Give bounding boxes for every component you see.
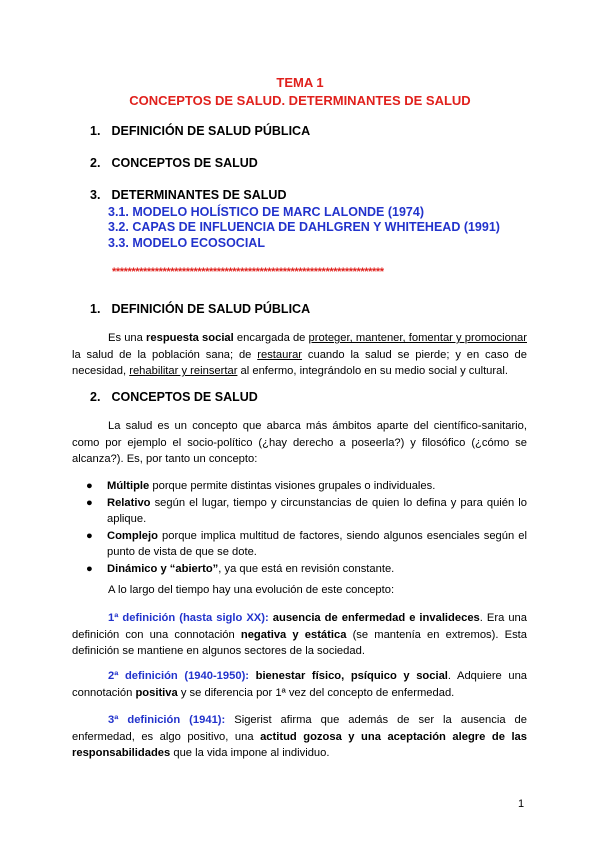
page-number: 1 [518, 798, 525, 810]
separator-stars: ********************************************************************** [112, 266, 384, 278]
section-title: DEFINICIÓN DE SALUD PÚBLICA [111, 302, 311, 316]
toc-item-label: DETERMINANTES DE SALUD [111, 188, 287, 202]
list-item: ● Múltiple porque permite distintas visiones grupales o individuales. [72, 478, 527, 495]
toc-item-1 [90, 124, 310, 138]
definition-3: 3ª definición (1941): Sigerist afirma que además de ser la ausencia de enfermedad, es algo positivo, una actitud gozosa y una aceptación alegre de las responsabilidades que la vida impone al individuo. [72, 714, 527, 759]
toc-item-number: 3. [90, 188, 101, 202]
toc-item-label: DEFINICIÓN DE SALUD PÚBLICA [111, 124, 311, 138]
section-title: CONCEPTOS DE SALUD [111, 390, 258, 404]
toc-item-3 [90, 188, 287, 202]
bullet-icon: ● [86, 529, 93, 542]
definition-1: 1ª definición (hasta siglo XX): ausencia de enfermedad e invalideces. Era una definición con una connotación negativa y estática (se mantenía en extremos). Esta definición se mantiene en algunos sectores de la sociedad. [72, 612, 527, 657]
section-2-intro: La salud es un concepto que abarca más ámbitos aparte del científico-sanitario, como por ejemplo el socio-político (¿hay derecho a poseerla?) y filosófico (¿cómo se alcanza?). Es, por tanto un concepto: [72, 420, 527, 465]
bullet-icon: ● [86, 496, 93, 509]
toc-subitem-3-1: 3.1. MODELO HOLÍSTICO DE MARC LALONDE (1974) [108, 205, 425, 219]
section-number: 2. [90, 390, 101, 404]
bullet-icon: ● [86, 562, 93, 575]
section-1-paragraph: Es una respuesta social encargada de proteger, mantener, fomentar y promocionar la salud de la población sana; de restaurar cuando la salud se pierde; y en caso de necesidad, rehabilitar y reinsertar al enfermo, integrándolo en su medio social y cultural. [72, 332, 527, 377]
concept-bullet-list [72, 478, 527, 577]
toc-item-label: CONCEPTOS DE SALUD [111, 156, 258, 170]
toc-item-number: 2. [90, 156, 101, 170]
definition-2: 2ª definición (1940-1950): bienestar físico, psíquico y social. Adquiere una connotación positiva y se diferencia por 1ª vez del concepto de enfermedad. [72, 670, 528, 699]
toc-subitem-3-3: 3.3. MODELO ECOSOCIAL [108, 236, 265, 250]
bullet-icon: ● [86, 480, 93, 492]
list-item: ● Complejo porque implica multitud de factores, siendo algunos esenciales según el punto de vista de que se dote. [86, 529, 527, 558]
toc-item-number: 1. [90, 124, 101, 138]
section-1-heading [90, 302, 310, 316]
section-2-heading [90, 390, 258, 404]
list-item: ● Relativo según el lugar, tiempo y circunstancias de quien lo defina y para quién lo aplique. [86, 496, 527, 525]
list-item: ● Dinámico y “abierto”, ya que está en revisión constante. [72, 561, 527, 578]
toc-item-2 [90, 156, 258, 170]
document-title: CONCEPTOS DE SALUD. DETERMINANTES DE SALUD [129, 93, 471, 108]
tema-title: TEMA 1 [276, 75, 324, 90]
toc-subitem-3-2: 3.2. CAPAS DE INFLUENCIA DE DAHLGREN Y WHITEHEAD (1991) [108, 220, 500, 234]
section-number: 1. [90, 302, 101, 316]
evolution-intro: A lo largo del tiempo hay una evolución de este concepto: [108, 584, 395, 596]
